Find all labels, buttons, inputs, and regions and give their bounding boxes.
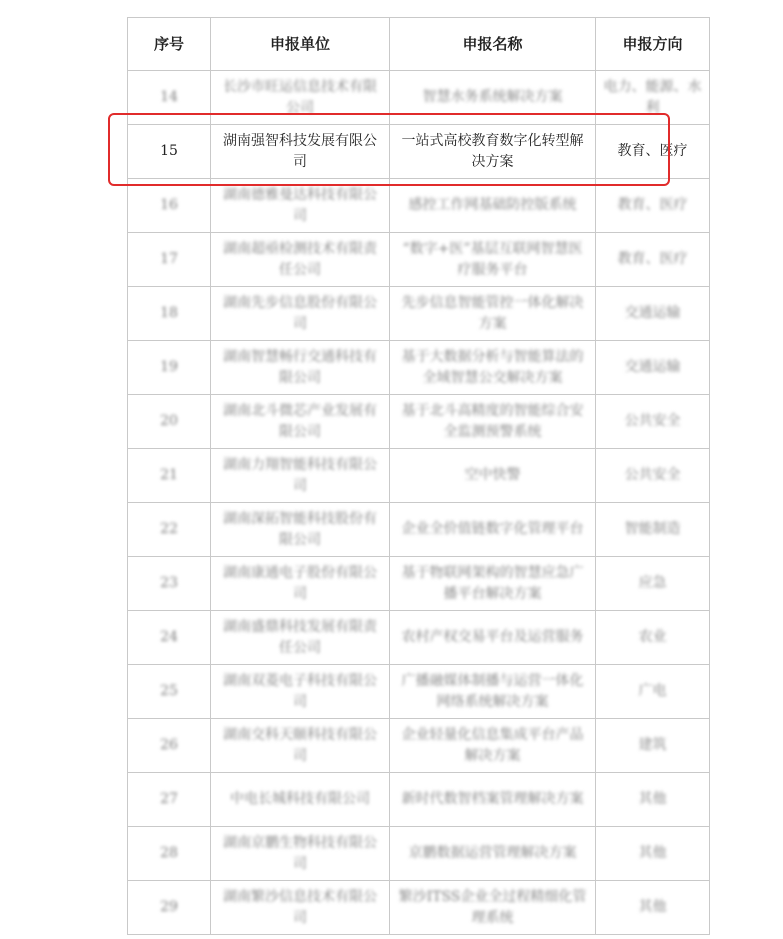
cell-serial-number	[128, 827, 211, 881]
cell-application-name	[390, 71, 596, 125]
cell-applicant-unit-text: 湖南康通电子股份有限公司	[223, 564, 377, 602]
cell-applicant-unit-text: 湖南盛鼎科技发展有限责任公司	[223, 618, 377, 656]
cell-application-name-text: 感控工作网基础防控版系统	[408, 197, 577, 213]
cell-application-name	[390, 773, 596, 827]
cell-application-name	[390, 341, 596, 395]
cell-application-direction-text: 其他	[638, 845, 667, 861]
cell-application-direction	[596, 233, 710, 287]
cell-application-name	[390, 179, 596, 233]
cell-application-direction	[596, 179, 710, 233]
table-row	[128, 611, 710, 665]
cell-application-name-text: 新时代数智档案管理解决方案	[401, 791, 584, 807]
cell-application-direction-text: 交通运输	[624, 305, 681, 321]
cell-serial-number	[128, 449, 211, 503]
table-body	[128, 71, 710, 935]
cell-applicant-unit	[211, 557, 390, 611]
cell-application-direction-text: 其他	[638, 899, 667, 915]
cell-applicant-unit	[211, 233, 390, 287]
cell-serial-number	[128, 773, 211, 827]
cell-application-direction	[596, 557, 710, 611]
cell-applicant-unit	[211, 773, 390, 827]
cell-application-name	[390, 719, 596, 773]
cell-application-direction-text: 交通运输	[624, 359, 681, 375]
table-row	[128, 395, 710, 449]
cell-serial-number-text: 15	[160, 143, 178, 159]
cell-application-name-text: 广播融媒体制播与运营一体化网络系统解决方案	[401, 672, 584, 710]
cell-serial-number-text: 16	[160, 197, 178, 213]
cell-applicant-unit-text: 湖南先步信息股份有限公司	[223, 294, 377, 332]
cell-serial-number	[128, 125, 211, 179]
cell-application-direction-text: 公共安全	[624, 467, 681, 483]
cell-application-direction	[596, 773, 710, 827]
cell-application-direction	[596, 719, 710, 773]
cell-serial-number	[128, 503, 211, 557]
cell-application-name	[390, 827, 596, 881]
cell-applicant-unit-text: 湖南超亟检测技术有限责任公司	[223, 240, 377, 278]
cell-application-name	[390, 503, 596, 557]
cell-application-direction	[596, 503, 710, 557]
cell-serial-number	[128, 611, 211, 665]
cell-applicant-unit	[211, 665, 390, 719]
cell-applicant-unit-text: 长沙市旺运信息技术有限公司	[223, 78, 377, 116]
cell-application-direction-text: 教育、医疗	[617, 143, 688, 159]
cell-application-direction-text: 建筑	[638, 737, 667, 753]
cell-application-direction	[596, 341, 710, 395]
cell-application-name-text: 企业全价值链数字化管理平台	[401, 521, 584, 537]
cell-serial-number-text: 18	[160, 305, 178, 321]
cell-application-name	[390, 449, 596, 503]
cell-application-direction	[596, 449, 710, 503]
table-row	[128, 773, 710, 827]
cell-application-name	[390, 125, 596, 179]
cell-application-name-text: 基于大数据分析与智能算法的全域智慧公交解决方案	[401, 348, 584, 386]
table-row	[128, 881, 710, 935]
cell-serial-number	[128, 881, 211, 935]
table-row	[128, 125, 710, 179]
cell-application-name	[390, 611, 596, 665]
cell-serial-number-text: 27	[160, 791, 178, 807]
cell-serial-number-text: 25	[160, 683, 178, 699]
cell-application-direction-text: 智能制造	[624, 521, 681, 537]
cell-application-name-text: “数字+医”基层互联网智慧医疗服务平台	[402, 240, 583, 278]
table-row	[128, 233, 710, 287]
cell-serial-number	[128, 179, 211, 233]
cell-serial-number-text: 29	[160, 899, 178, 915]
table-row	[128, 557, 710, 611]
cell-applicant-unit	[211, 287, 390, 341]
cell-application-name-text: 企业轻量化信息集成平台产品解决方案	[401, 726, 584, 764]
cell-applicant-unit-text: 湖南双菱电子科技有限公司	[223, 672, 377, 710]
cell-application-direction	[596, 395, 710, 449]
cell-serial-number	[128, 665, 211, 719]
cell-application-direction	[596, 881, 710, 935]
cell-applicant-unit-text: 湖南强智科技发展有限公司	[223, 132, 377, 170]
cell-applicant-unit-text: 湖南德雅曼达科技有限公司	[223, 186, 377, 224]
cell-serial-number-text: 26	[160, 737, 178, 753]
table-row	[128, 341, 710, 395]
cell-applicant-unit-text: 湖南繁沙信息技术有限公司	[223, 888, 377, 926]
table-row	[128, 71, 710, 125]
cell-application-direction	[596, 611, 710, 665]
cell-application-direction-text: 应急	[638, 575, 667, 591]
cell-applicant-unit	[211, 611, 390, 665]
cell-serial-number	[128, 233, 211, 287]
cell-applicant-unit-text: 湖南京鹏生物科技有限公司	[223, 834, 377, 872]
table-row	[128, 287, 710, 341]
table-row	[128, 665, 710, 719]
cell-serial-number-text: 22	[160, 521, 178, 537]
cell-applicant-unit-text: 湖南智慧畅行交通科技有限公司	[223, 348, 377, 386]
cell-serial-number	[128, 287, 211, 341]
cell-application-name-text: 空中快警	[464, 467, 521, 483]
application-table	[127, 17, 710, 935]
cell-serial-number	[128, 71, 211, 125]
cell-application-name-text: 基于北斗高精度的智能综合安全监测预警系统	[401, 402, 584, 440]
table-row	[128, 827, 710, 881]
cell-application-name-text: 繁沙ITSS企业全过程精细化管理系统	[398, 888, 587, 926]
cell-application-direction-text: 广电	[638, 683, 667, 699]
cell-serial-number-text: 19	[160, 359, 178, 375]
cell-serial-number	[128, 395, 211, 449]
cell-application-direction	[596, 665, 710, 719]
cell-serial-number-text: 24	[160, 629, 178, 645]
cell-applicant-unit	[211, 341, 390, 395]
cell-application-name-text: 京鹏数据运营管理解决方案	[408, 845, 577, 861]
cell-application-direction	[596, 71, 710, 125]
cell-application-direction-text: 公共安全	[624, 413, 681, 429]
table-row	[128, 719, 710, 773]
cell-applicant-unit	[211, 125, 390, 179]
cell-serial-number	[128, 719, 211, 773]
cell-application-name-text: 先步信息智能管控一体化解决方案	[401, 294, 584, 332]
cell-application-direction-text: 其他	[638, 791, 667, 807]
cell-serial-number-text: 20	[160, 413, 178, 429]
cell-applicant-unit	[211, 827, 390, 881]
header-application-name: 申报名称	[390, 18, 596, 71]
cell-application-direction	[596, 827, 710, 881]
header-serial-number: 序号	[128, 18, 211, 71]
table-row	[128, 179, 710, 233]
cell-application-direction	[596, 287, 710, 341]
cell-applicant-unit-text: 湖南交科天颐科技有限公司	[223, 726, 377, 764]
cell-serial-number	[128, 557, 211, 611]
cell-applicant-unit	[211, 503, 390, 557]
cell-application-name-text: 一站式高校教育数字化转型解决方案	[401, 132, 584, 170]
cell-application-name	[390, 287, 596, 341]
cell-serial-number-text: 23	[160, 575, 178, 591]
cell-application-direction	[596, 125, 710, 179]
cell-serial-number-text: 14	[160, 89, 178, 105]
cell-applicant-unit-text: 中电长城科技有限公司	[230, 791, 370, 807]
cell-applicant-unit	[211, 179, 390, 233]
cell-applicant-unit	[211, 449, 390, 503]
cell-applicant-unit-text: 湖南北斗微芯产业发展有限公司	[223, 402, 377, 440]
cell-application-name	[390, 395, 596, 449]
cell-serial-number-text: 17	[160, 251, 178, 267]
header-applicant-unit: 申报单位	[211, 18, 390, 71]
header-application-direction: 申报方向	[596, 18, 710, 71]
cell-applicant-unit-text: 湖南深拓智能科技股份有限公司	[223, 510, 377, 548]
cell-application-name	[390, 233, 596, 287]
cell-application-direction-text: 教育、医疗	[617, 197, 688, 213]
cell-serial-number	[128, 341, 211, 395]
cell-application-name	[390, 665, 596, 719]
cell-application-direction-text: 电力、能源、水利	[603, 78, 702, 116]
cell-applicant-unit-text: 湖南力翔智能科技有限公司	[223, 456, 377, 494]
cell-application-name-text: 智慧水务系统解决方案	[422, 89, 563, 105]
cell-serial-number-text: 21	[160, 467, 178, 483]
cell-applicant-unit	[211, 395, 390, 449]
table-header-row	[128, 18, 710, 71]
cell-application-direction-text: 农业	[638, 629, 667, 645]
cell-applicant-unit	[211, 71, 390, 125]
cell-application-name-text: 基于物联网架构的智慧应急广播平台解决方案	[401, 564, 584, 602]
cell-application-direction-text: 教育、医疗	[617, 251, 688, 267]
cell-serial-number-text: 28	[160, 845, 178, 861]
cell-application-name-text: 农村产权交易平台及运营服务	[401, 629, 584, 645]
table-row	[128, 449, 710, 503]
cell-application-name	[390, 557, 596, 611]
cell-applicant-unit	[211, 719, 390, 773]
table-row	[128, 503, 710, 557]
cell-application-name	[390, 881, 596, 935]
cell-applicant-unit	[211, 881, 390, 935]
